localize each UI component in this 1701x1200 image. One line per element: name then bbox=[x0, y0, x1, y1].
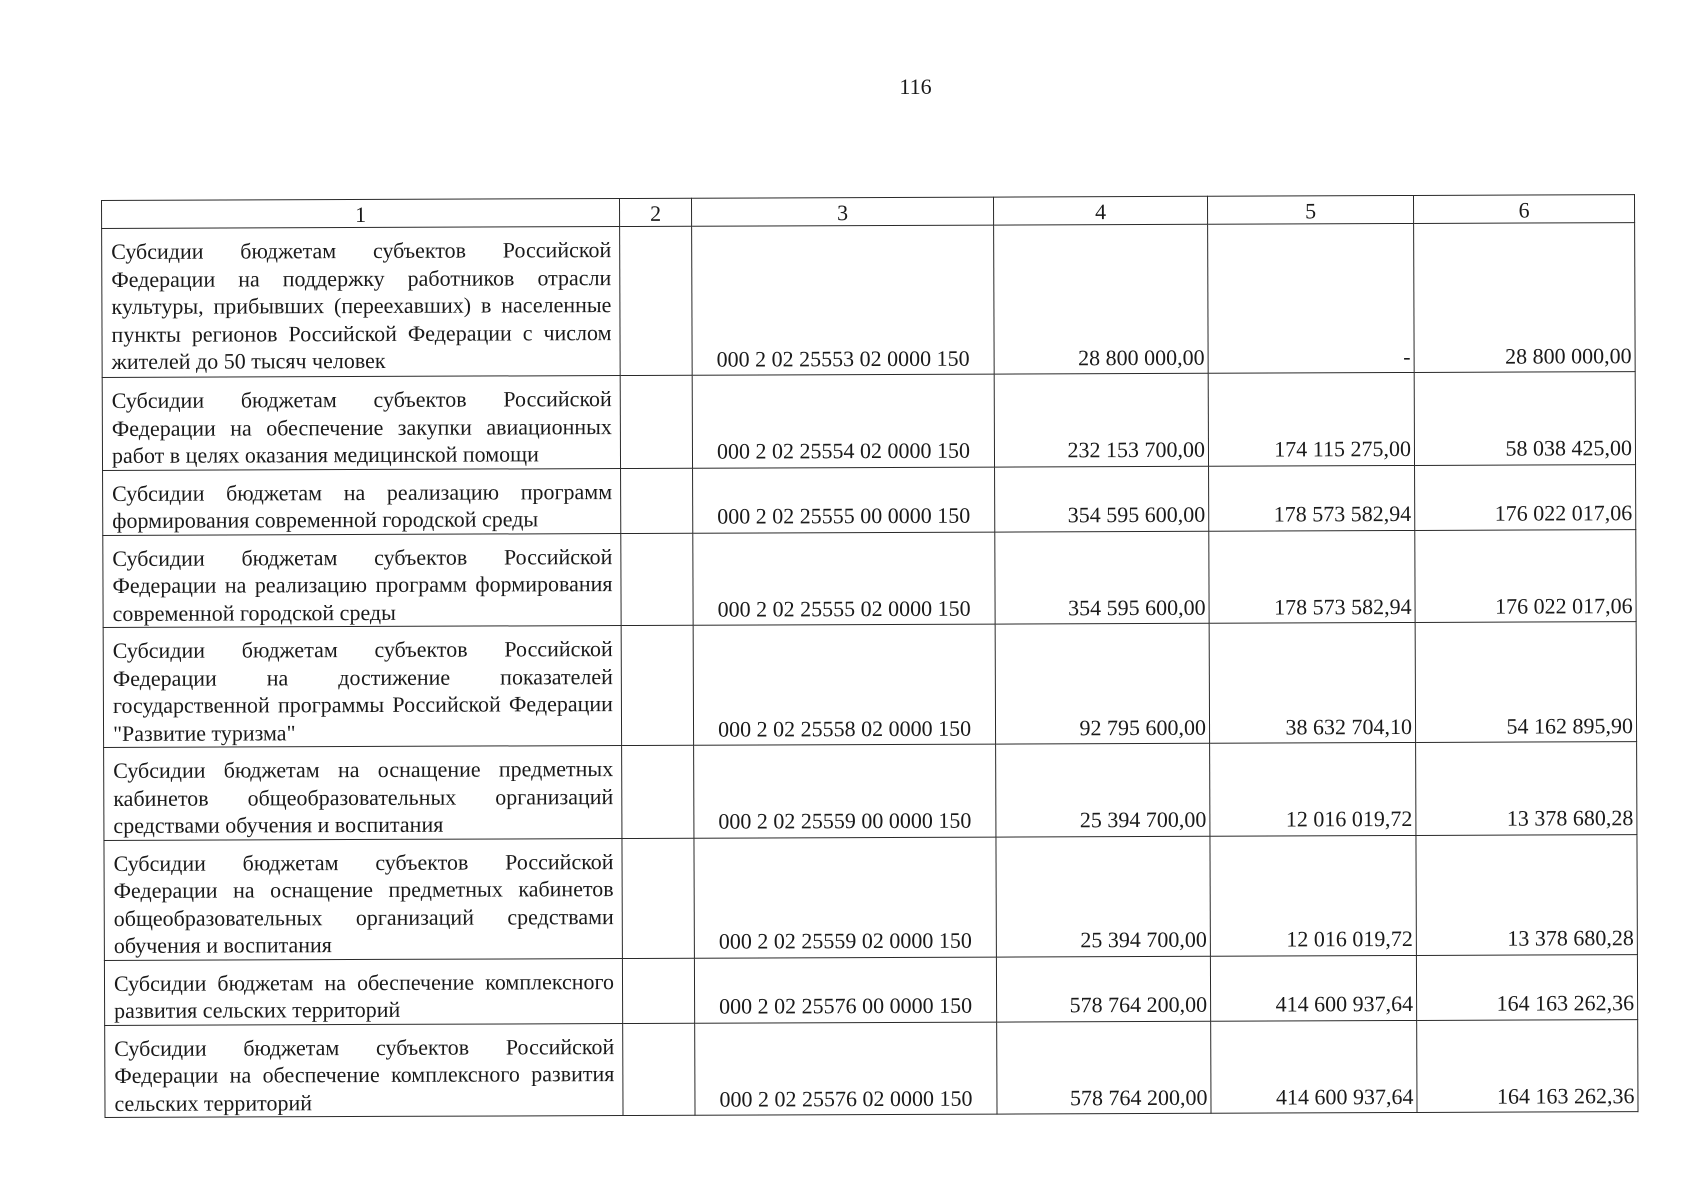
row-col5: 38 632 704,10 bbox=[1209, 622, 1415, 743]
row-name: Субсидии бюджетам субъектов Российской Федерации на поддержку работников отрасли культуры, прибывших (переехавших) в населенные пункты регионов Российской Федерации с числом жителей до 50 тысяч человек bbox=[102, 227, 621, 378]
row-code: 000 2 02 25576 00 0000 150 bbox=[694, 957, 996, 1023]
row-col4: 354 595 600,00 bbox=[995, 466, 1209, 532]
row-col6: 13 378 680,28 bbox=[1416, 742, 1637, 835]
row-col5: 12 016 019,72 bbox=[1210, 742, 1416, 835]
budget-table bbox=[101, 194, 1639, 1118]
row-col2 bbox=[622, 958, 694, 1023]
column-header-1: 1 bbox=[102, 199, 620, 229]
row-code: 000 2 02 25554 02 0000 150 bbox=[692, 374, 994, 468]
row-col4: 232 153 700,00 bbox=[994, 373, 1208, 466]
row-col6: 176 022 017,06 bbox=[1415, 529, 1636, 622]
row-col2 bbox=[623, 1023, 695, 1116]
row-col2 bbox=[620, 226, 693, 375]
row-code: 000 2 02 25576 02 0000 150 bbox=[695, 1022, 997, 1116]
row-col5: 414 600 937,64 bbox=[1210, 955, 1416, 1021]
row-col4: 28 800 000,00 bbox=[994, 224, 1209, 374]
row-col5: 178 573 582,94 bbox=[1209, 465, 1415, 531]
row-col6: 54 162 895,90 bbox=[1415, 622, 1636, 743]
column-header-6: 6 bbox=[1413, 195, 1634, 224]
row-col6: 164 163 262,36 bbox=[1417, 1019, 1638, 1112]
row-col6: 58 038 425,00 bbox=[1414, 372, 1635, 465]
row-name: Субсидии бюджетам субъектов Российской Федерации на оснащение предметных кабинетов общеобразовательных организаций средствами обучения и воспитания bbox=[104, 838, 622, 960]
row-col4: 25 394 700,00 bbox=[996, 836, 1210, 957]
row-col2 bbox=[622, 745, 694, 838]
row-col5: 12 016 019,72 bbox=[1210, 835, 1416, 956]
table-row bbox=[103, 622, 1636, 748]
row-code: 000 2 02 25555 02 0000 150 bbox=[693, 532, 995, 626]
row-col6: 164 163 262,36 bbox=[1416, 954, 1637, 1020]
row-name: Субсидии бюджетам на оснащение предметных кабинетов общеобразовательных организаций средствами обучения и воспитания bbox=[104, 746, 622, 840]
row-col2 bbox=[622, 838, 694, 958]
row-code: 000 2 02 25558 02 0000 150 bbox=[693, 624, 995, 745]
row-col6: 13 378 680,28 bbox=[1416, 834, 1637, 955]
table-row bbox=[102, 223, 1636, 378]
row-code: 000 2 02 25555 00 0000 150 bbox=[693, 467, 995, 533]
row-name: Субсидии бюджетам на обеспечение комплексного развития сельских территорий bbox=[104, 958, 622, 1025]
table-row bbox=[104, 834, 1637, 960]
row-code: 000 2 02 25553 02 0000 150 bbox=[692, 225, 995, 375]
row-col2 bbox=[620, 375, 692, 468]
row-name: Субсидии бюджетам на реализацию программ формирования современной городской среды bbox=[103, 468, 621, 535]
row-name: Субсидии бюджетам субъектов Российской Федерации на достижение показателей государственной программы Российской Федерации "Развитие туризма" bbox=[103, 626, 621, 748]
column-header-2: 2 bbox=[619, 198, 691, 226]
row-col2 bbox=[621, 533, 693, 626]
row-col5: 414 600 937,64 bbox=[1211, 1020, 1417, 1113]
row-col2 bbox=[621, 468, 693, 533]
table-row bbox=[103, 464, 1636, 535]
row-name: Субсидии бюджетам субъектов Российской Федерации на обеспечение комплексного развития сельских территорий bbox=[105, 1023, 623, 1117]
table-row bbox=[102, 372, 1635, 470]
row-name: Субсидии бюджетам субъектов Российской Федерации на обеспечение закупки авиационных работ в целях оказания медицинской помощи bbox=[102, 376, 620, 470]
row-col4: 25 394 700,00 bbox=[996, 743, 1210, 836]
table-row bbox=[104, 954, 1637, 1025]
row-code: 000 2 02 25559 00 0000 150 bbox=[694, 744, 996, 838]
page-number: 116 bbox=[899, 74, 932, 99]
column-header-5: 5 bbox=[1207, 195, 1413, 224]
row-name: Субсидии бюджетам субъектов Российской Федерации на реализацию программ формирования современной городской среды bbox=[103, 533, 621, 627]
row-code: 000 2 02 25559 02 0000 150 bbox=[694, 837, 996, 958]
row-col5: 174 115 275,00 bbox=[1208, 372, 1414, 465]
row-col6: 28 800 000,00 bbox=[1414, 223, 1636, 373]
column-header-3: 3 bbox=[691, 197, 993, 226]
table-row bbox=[103, 529, 1636, 627]
table-row bbox=[105, 1019, 1638, 1117]
row-col4: 578 764 200,00 bbox=[996, 956, 1210, 1022]
row-col2 bbox=[621, 625, 693, 745]
row-col4: 92 795 600,00 bbox=[995, 623, 1209, 744]
row-col5: 178 573 582,94 bbox=[1209, 530, 1415, 623]
row-col4: 354 595 600,00 bbox=[995, 531, 1209, 624]
row-col5: - bbox=[1208, 223, 1415, 373]
row-col4: 578 764 200,00 bbox=[997, 1021, 1211, 1114]
column-header-4: 4 bbox=[993, 196, 1207, 225]
table-row bbox=[104, 742, 1637, 840]
row-col6: 176 022 017,06 bbox=[1415, 464, 1636, 530]
